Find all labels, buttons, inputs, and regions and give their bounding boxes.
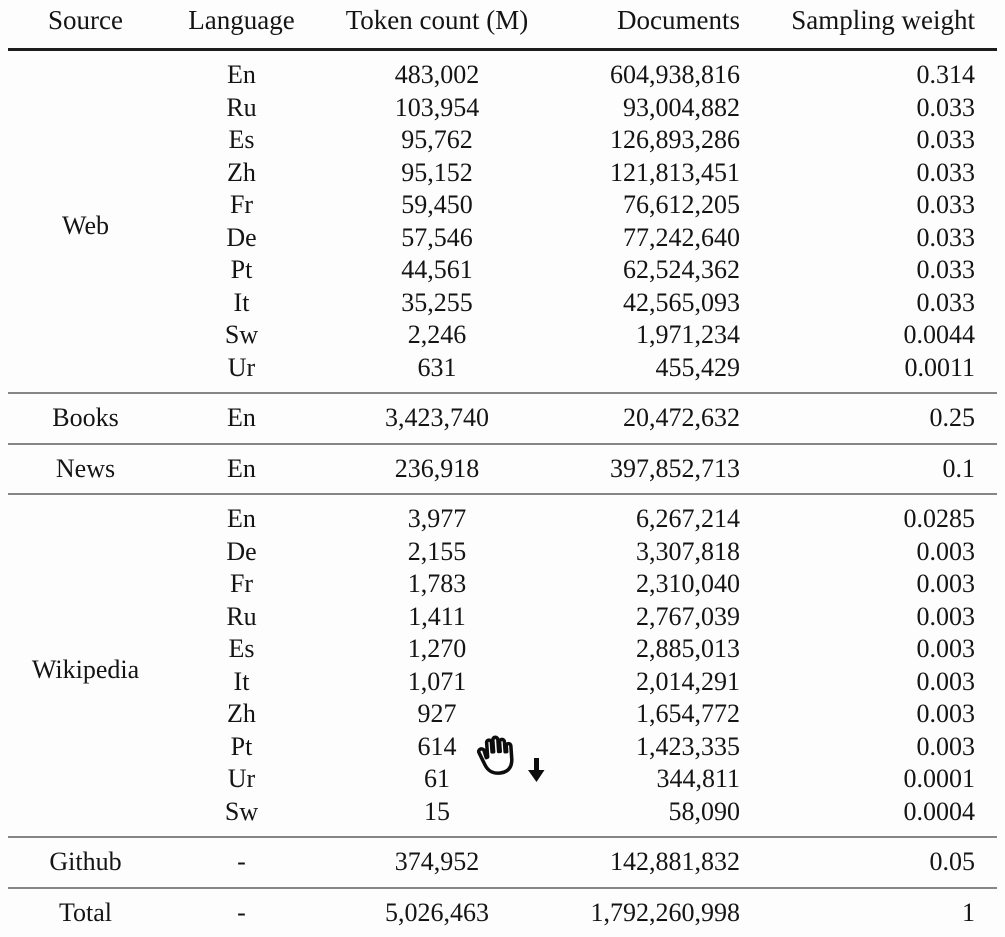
language-cell: Fr [163, 189, 320, 222]
language-cell: Ur [163, 763, 320, 796]
language-cell: Ru [163, 92, 320, 125]
language-cell: It [163, 666, 320, 699]
documents-cell: 397,852,713 [554, 444, 740, 495]
sampling-weight-cell: 0.033 [740, 92, 997, 125]
token-count-cell: 1,411 [320, 601, 554, 634]
language-cell: Es [163, 124, 320, 157]
documents-cell: 1,423,335 [554, 731, 740, 764]
documents-cell: 142,881,832 [554, 837, 740, 888]
language-cell: Es [163, 633, 320, 666]
token-count-cell: 483,002 [320, 50, 554, 92]
table-row [8, 837, 997, 888]
token-count-cell: 35,255 [320, 287, 554, 320]
token-count-cell: 374,952 [320, 837, 554, 888]
column-header-sampling-weight: Sampling weight [740, 0, 997, 50]
source-cell: Web [8, 50, 163, 394]
table-section [8, 837, 997, 888]
column-header-documents: Documents [554, 0, 740, 50]
documents-cell: 126,893,286 [554, 124, 740, 157]
source-cell: Github [8, 837, 163, 888]
language-cell: Pt [163, 731, 320, 764]
language-cell: De [163, 222, 320, 255]
token-count-cell: 95,762 [320, 124, 554, 157]
sampling-weight-cell: 0.033 [740, 254, 997, 287]
documents-cell: 42,565,093 [554, 287, 740, 320]
token-count-cell: 614 [320, 731, 554, 764]
documents-cell: 77,242,640 [554, 222, 740, 255]
documents-cell: 604,938,816 [554, 50, 740, 92]
documents-cell: 121,813,451 [554, 157, 740, 190]
token-count-cell: 2,155 [320, 536, 554, 569]
sampling-weight-cell: 0.003 [740, 601, 997, 634]
documents-cell: 6,267,214 [554, 494, 740, 536]
language-cell: Zh [163, 157, 320, 190]
language-cell: En [163, 50, 320, 92]
sampling-weight-cell: 0.0011 [740, 352, 997, 394]
token-count-cell: 2,246 [320, 319, 554, 352]
token-count-cell: 3,423,740 [320, 393, 554, 444]
language-cell: Ur [163, 352, 320, 394]
table-header [8, 0, 997, 50]
language-cell: Sw [163, 319, 320, 352]
language-cell: - [163, 837, 320, 888]
token-count-cell: 103,954 [320, 92, 554, 125]
documents-cell: 93,004,882 [554, 92, 740, 125]
sampling-weight-cell: 0.033 [740, 222, 997, 255]
token-count-cell: 1,071 [320, 666, 554, 699]
documents-cell: 1,654,772 [554, 698, 740, 731]
token-count-cell: 59,450 [320, 189, 554, 222]
token-count-cell: 927 [320, 698, 554, 731]
sampling-weight-cell: 0.314 [740, 50, 997, 92]
language-cell: Pt [163, 254, 320, 287]
sampling-weight-cell: 0.033 [740, 157, 997, 190]
table-row [8, 50, 997, 92]
token-count-cell: 57,546 [320, 222, 554, 255]
language-cell: En [163, 494, 320, 536]
language-cell: En [163, 444, 320, 495]
sampling-weight-cell: 0.033 [740, 124, 997, 157]
table-row [8, 494, 997, 536]
documents-cell: 2,767,039 [554, 601, 740, 634]
table-section [8, 494, 997, 837]
language-cell: Sw [163, 796, 320, 838]
documents-cell: 76,612,205 [554, 189, 740, 222]
token-count-cell: 1,270 [320, 633, 554, 666]
sampling-weight-cell: 0.003 [740, 633, 997, 666]
sampling-weight-cell: 0.033 [740, 287, 997, 320]
documents-cell: 1,971,234 [554, 319, 740, 352]
documents-cell: 3,307,818 [554, 536, 740, 569]
documents-cell: 1,792,260,998 [554, 888, 740, 937]
sampling-weight-cell: 0.003 [740, 666, 997, 699]
data-table [8, 0, 997, 937]
column-header-source: Source [8, 0, 163, 50]
documents-cell: 2,885,013 [554, 633, 740, 666]
column-header-language: Language [163, 0, 320, 50]
language-cell: De [163, 536, 320, 569]
column-header-token-count: Token count (M) [320, 0, 554, 50]
source-cell: Books [8, 393, 163, 444]
sampling-weight-cell: 0.05 [740, 837, 997, 888]
table-row [8, 444, 997, 495]
token-count-cell: 236,918 [320, 444, 554, 495]
token-count-cell: 15 [320, 796, 554, 838]
language-cell: Zh [163, 698, 320, 731]
language-cell: Fr [163, 568, 320, 601]
sampling-weight-cell: 0.1 [740, 444, 997, 495]
sampling-weight-cell: 0.003 [740, 568, 997, 601]
sampling-weight-cell: 0.033 [740, 189, 997, 222]
sampling-weight-cell: 0.003 [740, 698, 997, 731]
table-section [8, 444, 997, 495]
documents-cell: 58,090 [554, 796, 740, 838]
documents-cell: 344,811 [554, 763, 740, 796]
token-count-cell: 631 [320, 352, 554, 394]
token-count-cell: 3,977 [320, 494, 554, 536]
source-cell: News [8, 444, 163, 495]
sampling-weight-cell: 1 [740, 888, 997, 937]
sampling-weight-cell: 0.0004 [740, 796, 997, 838]
table-section [8, 50, 997, 394]
documents-cell: 20,472,632 [554, 393, 740, 444]
source-cell: Total [8, 888, 163, 937]
source-cell: Wikipedia [8, 494, 163, 837]
language-cell: En [163, 393, 320, 444]
table-section [8, 888, 997, 937]
token-count-cell: 61 [320, 763, 554, 796]
documents-cell: 2,310,040 [554, 568, 740, 601]
documents-cell: 455,429 [554, 352, 740, 394]
language-cell: It [163, 287, 320, 320]
header-row [8, 0, 997, 50]
sampling-weight-cell: 0.0044 [740, 319, 997, 352]
token-count-cell: 95,152 [320, 157, 554, 190]
table-row [8, 888, 997, 937]
sampling-weight-cell: 0.0001 [740, 763, 997, 796]
language-cell: Ru [163, 601, 320, 634]
documents-cell: 62,524,362 [554, 254, 740, 287]
token-count-cell: 1,783 [320, 568, 554, 601]
token-count-cell: 5,026,463 [320, 888, 554, 937]
table-section [8, 393, 997, 444]
sampling-weight-cell: 0.003 [740, 536, 997, 569]
table-row [8, 393, 997, 444]
sampling-weight-cell: 0.003 [740, 731, 997, 764]
sampling-weight-cell: 0.0285 [740, 494, 997, 536]
language-cell: - [163, 888, 320, 937]
documents-cell: 2,014,291 [554, 666, 740, 699]
token-count-cell: 44,561 [320, 254, 554, 287]
sampling-weight-cell: 0.25 [740, 393, 997, 444]
